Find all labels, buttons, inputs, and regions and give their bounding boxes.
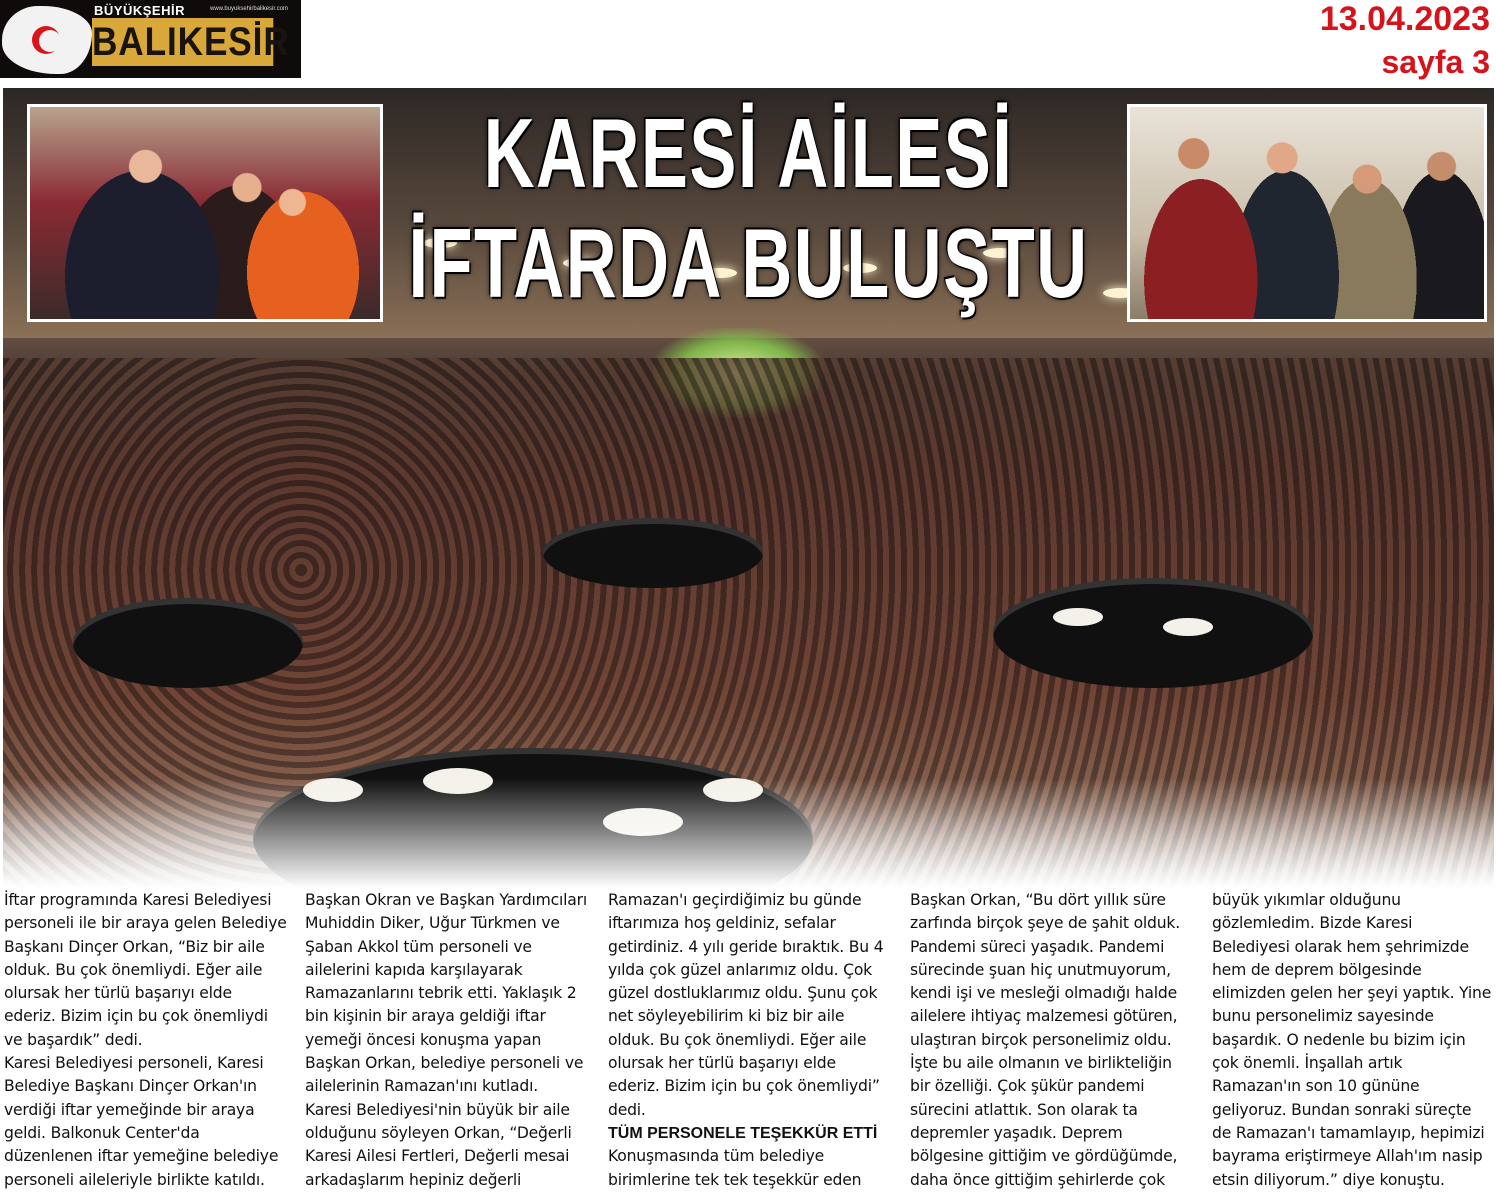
article-column-3	[608, 889, 898, 1192]
text-line: net söyleyebilirim ki biz bir aile	[608, 1007, 845, 1026]
text-line: sürecinde şuan hiç unutmuyorum,	[910, 960, 1171, 979]
text-line: getirdiniz. 4 yılı geride bıraktık. Bu 4	[608, 937, 884, 956]
text-line: hem de deprem bölgesinde	[1212, 960, 1422, 979]
text-line: ailelerinin Ramazan'ını kutladı.	[305, 1077, 538, 1096]
page-number: sayfa 3	[1381, 44, 1490, 80]
text-line: güzel dostluklarımız oldu. Şunu çok	[608, 984, 878, 1003]
text-line: bin kişinin bir araya geldiği iftar	[305, 1007, 546, 1026]
logo-prefix: BÜYÜKŞEHİR	[94, 3, 185, 18]
table	[993, 578, 1313, 688]
text-line: olduk. Bu çok önemliydi. Eğer aile	[4, 960, 263, 979]
logo-url: www.buyuksehirbalikesir.com	[210, 6, 289, 12]
text-line: olursak her türlü başarıyı elde	[4, 984, 232, 1003]
text-line: ederiz. Bizim için bu çok önemliydi”	[608, 1077, 880, 1096]
text-line: Başkanı Dinçer Orkan, “Biz bir aile	[4, 937, 265, 956]
province-map-icon	[2, 6, 92, 74]
text-line: dedi.	[608, 1100, 646, 1119]
headline	[3, 98, 1494, 318]
text-line: personeli aileleriyle birlikte katıldı.	[4, 1170, 265, 1189]
text-line: personeli ile bir araya gelen Belediye	[4, 914, 287, 933]
text-line: Ramazan'ın son 10 gününe	[1212, 1077, 1420, 1096]
text-line: olursak her türlü başarıyı elde	[608, 1054, 836, 1073]
text-line: zarfında birçok şeye de şahit olduk.	[910, 914, 1181, 933]
text-line: İşte bu aile olmanın ve birlikteliğin	[910, 1054, 1172, 1073]
text-line: bayrama eriştirmeye Allah'ım nasip	[1212, 1147, 1483, 1166]
table	[73, 598, 303, 688]
text-line: depremler yaşadık. Deprem	[910, 1123, 1123, 1142]
subheading: TÜM PERSONELE TEŞEKKÜR ETTİ	[608, 1124, 878, 1142]
text-line: Ramazan'ı geçirdiğimiz bu günde	[608, 891, 862, 909]
text-line: verdiği iftar yemeğinde bir araya	[4, 1100, 255, 1119]
text-line: İftar programında Karesi Belediyesi	[4, 891, 272, 909]
crescent-icon	[32, 26, 60, 54]
article-column-1	[4, 889, 294, 1192]
issue-date: 13.04.2023	[1319, 0, 1490, 38]
text-line: Konuşmasında tüm belediye	[608, 1147, 824, 1166]
article-column-5	[1212, 889, 1496, 1192]
text-line: ederiz. Bizim için bu çok önemliydi	[4, 1007, 268, 1026]
text-line: arkadaşlarım hepiniz değerli	[305, 1170, 522, 1189]
text-line: geldi. Balkonuk Center'da	[4, 1123, 200, 1142]
text-line: Belediyesi olarak hem şehrimizde	[1212, 937, 1469, 956]
logo-name: BALIKESİR	[92, 20, 290, 64]
text-line: Belediye Başkanı Dinçer Orkan'ın	[4, 1077, 257, 1096]
text-line: de Ramazan'ı tamamlayıp, hepimizi	[1212, 1123, 1485, 1142]
plate	[1053, 608, 1103, 626]
text-line: ulaştıran birçok personelimiz oldu.	[910, 1030, 1172, 1049]
text-line: Ramazanlarını tebrik etti. Yaklaşık 2	[305, 984, 577, 1003]
text-line: daha önce gittiğim şehirlerde çok	[910, 1170, 1165, 1189]
text-line: Başkan Orkan, belediye personeli ve	[305, 1054, 584, 1073]
table	[543, 518, 763, 588]
text-line: Başkan Okran ve Başkan Yardımcıları	[305, 891, 587, 909]
text-line: bölgesine gittiğim ve gördüğümde,	[910, 1147, 1178, 1166]
text-line: yemeği öncesi konuşma yapan	[305, 1030, 542, 1049]
text-line: elimizden gelen her şeyi yaptık. Yine	[1212, 984, 1492, 1003]
text-line: gözlemledim. Bizde Karesi	[1212, 914, 1413, 933]
text-line: Karesi Belediyesi'nin büyük bir aile	[305, 1100, 570, 1119]
plate	[1163, 618, 1213, 636]
text-line: iftarımıza hoş geldiniz, sefalar	[608, 914, 836, 933]
article-column-4	[910, 889, 1200, 1192]
text-line: yılda çok güzel anlarımız oldu. Çok	[608, 960, 873, 979]
text-line: geliyoruz. Bundan sonraki süreçte	[1212, 1100, 1472, 1119]
main-photo	[3, 88, 1494, 888]
text-line: olduğunu söyleyen Orkan, “Değerli	[305, 1123, 572, 1142]
text-line: Başkan Orkan, “Bu dört yıllık süre	[910, 891, 1166, 909]
article-column-2	[305, 889, 595, 1192]
text-line: bunu personelimiz sayesinde	[1212, 1007, 1434, 1026]
text-line: kendi işi ve mesleği olmadığı halde	[910, 984, 1177, 1003]
photo-fade	[3, 778, 1494, 888]
newspaper-logo	[0, 0, 301, 78]
text-line: ailelere ihtiyaç malzemesi götüren,	[910, 1007, 1178, 1026]
text-line: etsin diliyorum.” diye konuştu.	[1212, 1170, 1445, 1189]
text-line: Karesi Belediyesi personeli, Karesi	[4, 1054, 264, 1073]
text-line: birimlerine tek tek teşekkür eden	[608, 1170, 862, 1189]
text-line: başardık. O nedenle bu bizim için	[1212, 1030, 1466, 1049]
text-line: ve başardık” dedi.	[4, 1030, 143, 1049]
headline-line-2: İFTARDA BULUŞTU	[408, 208, 1089, 318]
text-line: ailelerini kapıda karşılayarak	[305, 960, 523, 979]
text-line: Pandemi süreci yaşadık. Pandemi	[910, 937, 1165, 956]
text-line: Karesi Ailesi Fertleri, Değerli mesai	[305, 1147, 570, 1166]
text-line: Muhiddin Diker, Uğur Türkmen ve	[305, 914, 560, 933]
text-line: düzenlenen iftar yemeğine belediye	[4, 1147, 279, 1166]
text-line: sürecini atlattık. Son olarak ta	[910, 1100, 1138, 1119]
text-line: Şaban Akkol tüm personeli ve	[305, 937, 532, 956]
text-line: çok önemli. İnşallah artık	[1212, 1054, 1403, 1073]
text-line: olduk. Bu çok önemliydi. Eğer aile	[608, 1030, 867, 1049]
text-line: büyük yıkımlar olduğunu	[1212, 891, 1401, 909]
headline-line-1: KARESİ AİLESİ	[483, 98, 1014, 208]
text-line: bir özelliği. Çok şükür pandemi	[910, 1077, 1145, 1096]
